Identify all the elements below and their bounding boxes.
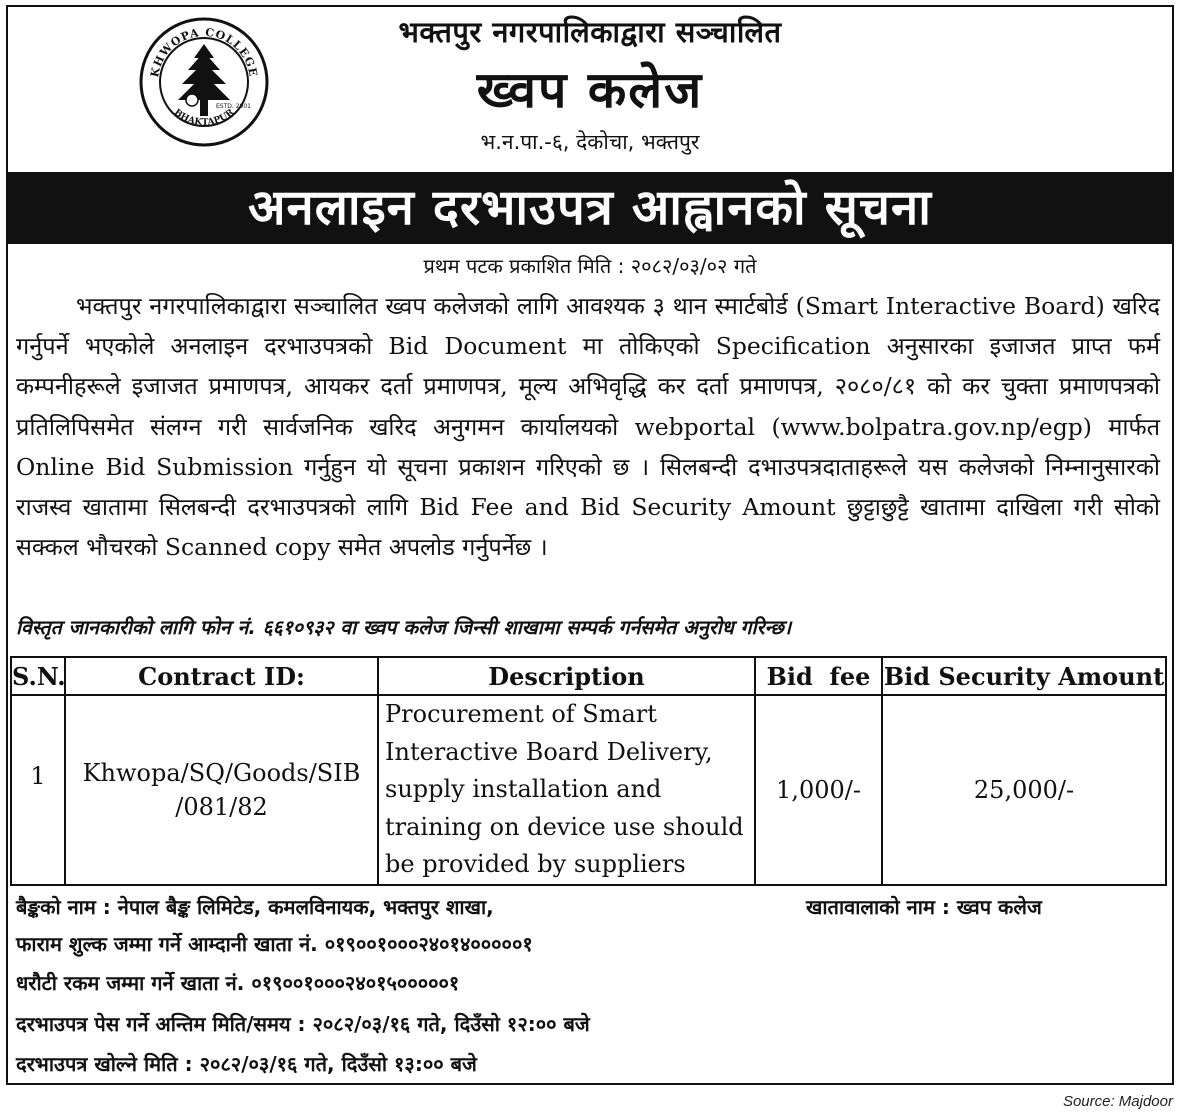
header-contract-id: Contract ID:: [65, 657, 378, 695]
bid-table: [10, 656, 1167, 886]
deposit-account: धरौटी रकम जम्मा गर्ने खाता नं. ०१९००१०००२४०१५०००००१: [16, 971, 460, 995]
row-bid-fee: 1,000/-: [755, 695, 882, 885]
college-address: भ.न.पा.-६, देकोचा, भक्तपुर: [480, 130, 700, 154]
row-sn: 1: [11, 695, 65, 885]
row-contract-id: [65, 695, 378, 885]
bank-name: बैङ्कको नाम : नेपाल बैङ्क लिमिटेड, कमलविनायक, भक्तपुर शाखा,: [16, 895, 494, 919]
logo-ring-top-text: KHWOPA COLLEGE: [148, 25, 260, 79]
table-row: [11, 695, 1166, 885]
row-description: Procurement of Smart Interactive Board Delivery, supply installation and training on device use should be provided by suppliers: [378, 695, 755, 885]
notice-body: भक्तपुर नगरपालिकाद्वारा सञ्चालित ख्वप कलेजको लागि आवश्यक ३ थान स्मार्टबोर्ड (Smart Interactive Board) खरिद गर्नुपर्ने भएकोले अनलाइन दरभाउपत्रको Bid Document मा तोकिएको Specification अनुसारका इजाजत प्राप्त फर्म कम्पनीहरूले इजाजत प्रमाणपत्र, आयकर दर्ता प्रमाणपत्र, मूल्य अभिवृद्धि कर दर्ता प्रमाणपत्र, २०८०/८१ को कर चुक्ता प्रमाणपत्रको प्रतिलिपिसमेत संलग्न गरी सार्वजनिक खरिद अनुगमन कार्यालयको webportal (www.bolpatra.gov.np/egp) मार्फत Online Bid Submission गर्नुहुन यो सूचना प्रकाशन गरिएको छ । सिलबन्दी दभाउपत्रदाताहरूले यस कलेजको निम्नानुसारको राजस्व खातामा सिलबन्दी दरभाउपत्रको लागि Bid Fee and Bid Security Amount छुट्टाछुट्टै खातामा दाखिला गरी सोको सक्कल भौचरको Scanned copy समेत अपलोड गर्नुपर्नेछ ।: [16, 292, 1160, 562]
row-contract-id-line1: Khwopa/SQ/Goods/SIB: [82, 758, 361, 787]
header-subtitle: भक्तपुर नगरपालिकाद्वारा सञ्चालित: [398, 15, 782, 49]
submission-deadline: दरभाउपत्र पेस गर्ने अन्तिम मिति/समय : २०८२/०३/१६ गते, दिउँसो १२:०० बजे: [16, 1012, 590, 1036]
row-contract-id-line2: /081/82: [175, 792, 268, 821]
logo-estd: ESTD. 2001: [216, 103, 251, 110]
table-header-row: [11, 657, 1166, 695]
published-date: प्रथम पटक प्रकाशित मिति : २०८२/०३/०२ गते: [423, 254, 757, 278]
source-credit: Source: Majdoor: [1062, 1093, 1173, 1110]
account-holder: खातावालाको नाम : ख्वप कलेज: [806, 895, 1042, 919]
logo-ring-bottom-text: BHAKTAPUR: [171, 107, 237, 128]
college-name: ख्वप कलेज: [476, 61, 704, 119]
college-logo: [138, 16, 270, 148]
header-sn: S.N.: [11, 657, 65, 695]
opening-date: दरभाउपत्र खोल्ने मिति : २०८२/०३/१६ गते, दिउँसो १३:०० बजे: [16, 1052, 477, 1076]
header-bid-security: Bid Security Amount: [882, 657, 1166, 695]
header-bid-fee: Bid fee: [755, 657, 882, 695]
header-description: Description: [378, 657, 755, 695]
form-fee-account: फाराम शुल्क जम्मा गर्ने आम्दानी खाता नं. ०१९००१०००२४०१४०००००१: [16, 932, 533, 956]
contact-line: विस्तृत जानकारीको लागि फोन नं. ६६१०९३२ वा ख्वप कलेज जिन्सी शाखामा सम्पर्क गर्नसमेत अनुरोध गरिन्छ।: [16, 616, 792, 639]
row-bid-security: 25,000/-: [882, 695, 1166, 885]
notice-title-banner: अनलाइन दरभाउपत्र आह्वानको सूचना: [6, 172, 1174, 244]
